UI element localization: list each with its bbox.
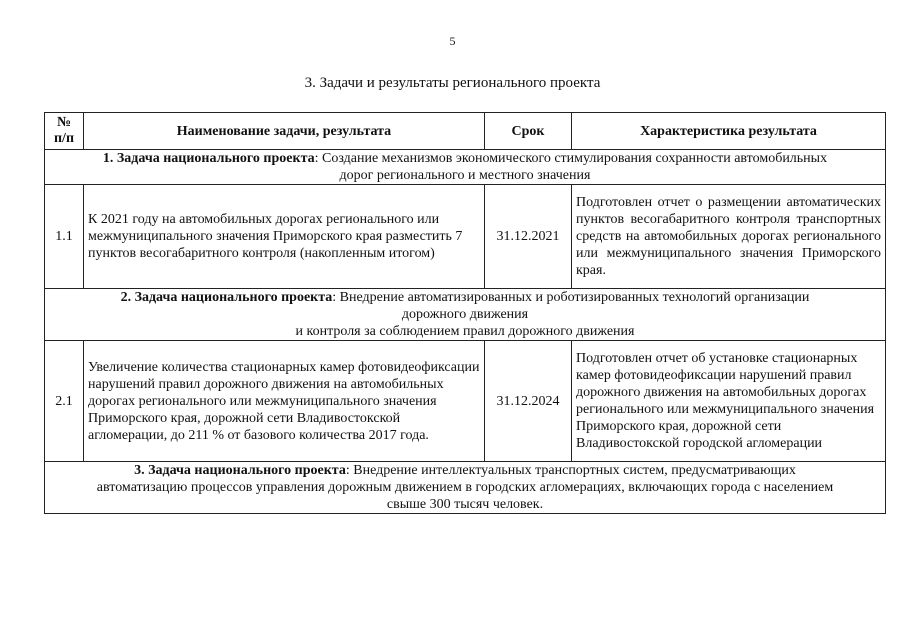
task-text-2-line3: и контроля за соблюдением правил дорожного движения	[295, 324, 635, 339]
task-cell-2	[45, 289, 886, 341]
task-text-1-line2: дорог регионального и местного значения	[339, 168, 591, 183]
section-title: 3. Задачи и результаты регионального проекта	[304, 75, 601, 91]
row-term-2-1: 31.12.2024	[485, 341, 572, 462]
row-num-1-1: 1.1	[45, 185, 84, 289]
task-text-2-line2: дорожного движения	[401, 307, 529, 322]
task-text-1-line1: : Создание механизмов экономического стимулирования сохранности автомобильных	[314, 151, 828, 166]
task-label-1: 1. Задача национального проекта	[102, 151, 315, 166]
row-term-1-1: 31.12.2021	[485, 185, 572, 289]
table-row	[45, 185, 886, 289]
header-num	[45, 113, 84, 150]
header-num-line1: №	[56, 115, 72, 130]
task-text-3-line1: : Внедрение интеллектуальных транспортных систем, предусматривающих	[345, 463, 796, 478]
task-text-3-line2: автоматизацию процессов управления дорожным движением в городских агломерациях, включающих города с населением	[96, 480, 834, 495]
header-row	[45, 113, 886, 150]
task-label-2: 2. Задача национального проекта	[120, 290, 333, 305]
task-label-3: 3. Задача национального проекта	[134, 463, 346, 478]
row-characteristic-2-1: Подготовлен отчет об установке стационарных камер фотовидеофиксации нарушений правил дорожного движения на автомобильных дорогах регионального или межмуниципального значения Приморского края, дорожной сети Владивостокской городской агломерации	[572, 341, 886, 462]
row-num-2-1: 2.1	[45, 341, 84, 462]
page-number: 5	[449, 34, 456, 48]
header-characteristic: Характеристика результата	[572, 113, 886, 150]
header-term: Срок	[485, 113, 572, 150]
row-characteristic-1-1: Подготовлен отчет о размещении автоматических пунктов весогабаритного контроля транспортных средств на автомобильных дорогах регионального или межмуниципального значения Приморского края.	[572, 185, 886, 289]
header-num-line2: п/п	[53, 131, 75, 146]
task-text-2-line1: : Внедрение автоматизированных и роботизированных технологий организации	[332, 290, 810, 305]
task-row-2	[45, 289, 886, 341]
task-text-3-line3: свыше 300 тысяч человек.	[386, 497, 544, 512]
task-cell-1	[45, 150, 886, 185]
row-name-2-1: Увеличение количества стационарных камер фотовидеофиксации нарушений правил дорожного движения на автомобильных дорогах регионального или межмуниципального значения Приморского края, дорожной сети Владивостокской агломерации, до 211 % от базового количества 2017 года.	[84, 341, 485, 462]
row-name-1-1: К 2021 году на автомобильных дорогах регионального или межмуниципального значения Приморского края разместить 7 пунктов весогабаритного контроля (накопленным итогом)	[84, 185, 485, 289]
task-cell-3	[45, 462, 886, 514]
header-name: Наименование задачи, результата	[84, 113, 485, 150]
table-row	[45, 341, 886, 462]
task-row-1	[45, 150, 886, 185]
task-row-3	[45, 462, 886, 514]
results-table	[44, 112, 886, 514]
